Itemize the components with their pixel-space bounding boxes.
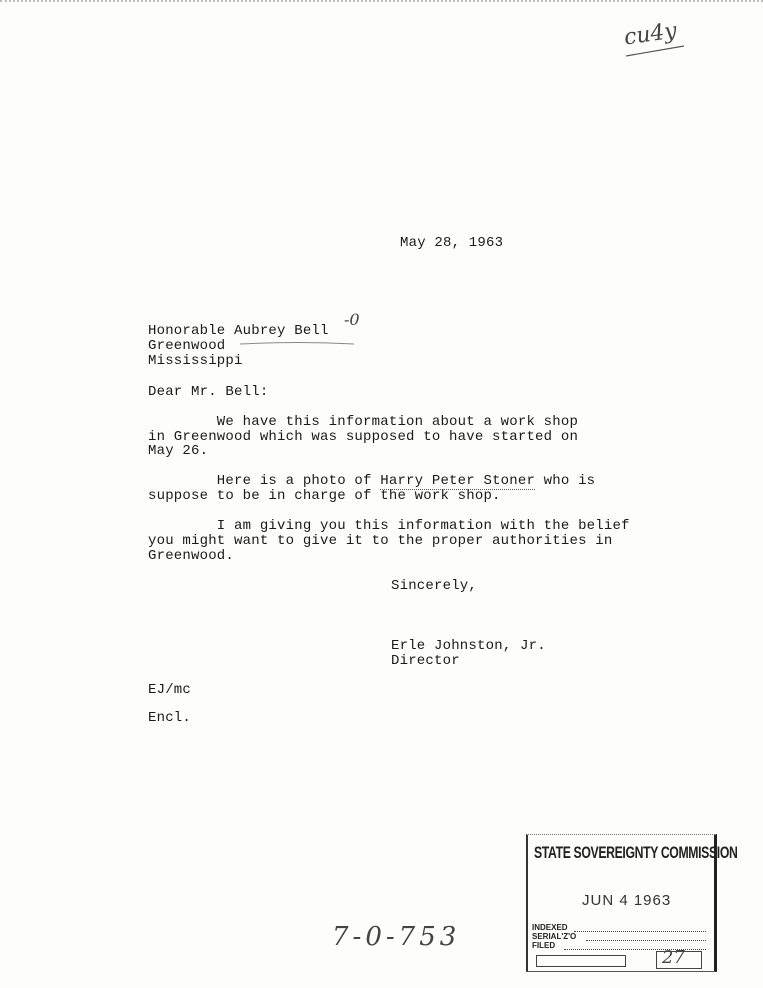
subject-name: Harry Peter Stoner [380, 473, 536, 489]
stamp-handwritten-number: 27 [662, 947, 685, 968]
enclosure-note: Encl. [148, 710, 192, 726]
stamp-box-left [536, 955, 626, 967]
paragraph-2-post: who is [535, 473, 596, 489]
paragraph-1-line-1: We have this information about a work shop [148, 414, 579, 430]
stamp-serial-label: SERIAL'Z'O [532, 932, 577, 941]
signature-name: Erle Johnston, Jr. [391, 638, 546, 654]
stamp-serial-line [586, 940, 706, 941]
address-handwritten-mark [344, 310, 360, 329]
stamp-title: STATE SOVEREIGNTY COMMISSION [534, 843, 738, 862]
address-line-1: Honorable Aubrey Bell [148, 323, 329, 339]
paragraph-3-line-2: you might want to give it to the proper authorities in [148, 533, 613, 549]
paragraph-2-line-1 [148, 474, 595, 489]
stamp-date: JUN 4 1963 [582, 892, 672, 909]
file-number-text: 7-0-753 [332, 922, 461, 952]
stamp-indexed-line [574, 931, 706, 932]
paragraph-1-line-2: in Greenwood which was supposed to have started on [148, 429, 579, 445]
closing: Sincerely, [391, 578, 478, 594]
address-mark-text: -0 [344, 310, 360, 329]
top-dotted-border [0, 0, 763, 4]
paragraph-2-pre: Here is a photo of [148, 473, 381, 489]
stamp-indexed-label: INDEXED [532, 923, 568, 932]
handwritten-mark-text: cu4y [622, 18, 679, 51]
paragraph-3-line-3: Greenwood. [148, 548, 235, 564]
address-line-3: Mississippi [148, 353, 243, 369]
paragraph-3-line-1: I am giving you this information with the belief [148, 518, 630, 534]
commission-stamp [526, 834, 738, 972]
address-pencil-line [238, 338, 358, 348]
paragraph-2-line-2: suppose to be in charge of the work shop. [148, 488, 501, 504]
paragraph-1-line-3: May 26. [148, 443, 209, 459]
handwritten-underline-top-right [622, 40, 692, 60]
salutation: Dear Mr. Bell: [148, 384, 269, 400]
typist-initials: EJ/mc [148, 682, 192, 698]
signature-title: Director [391, 653, 460, 669]
address-line-2: Greenwood [148, 338, 226, 354]
letter-date: May 28, 1963 [400, 235, 504, 251]
stamp-filed-label: FILED [532, 941, 556, 950]
handwritten-file-number [332, 922, 460, 952]
